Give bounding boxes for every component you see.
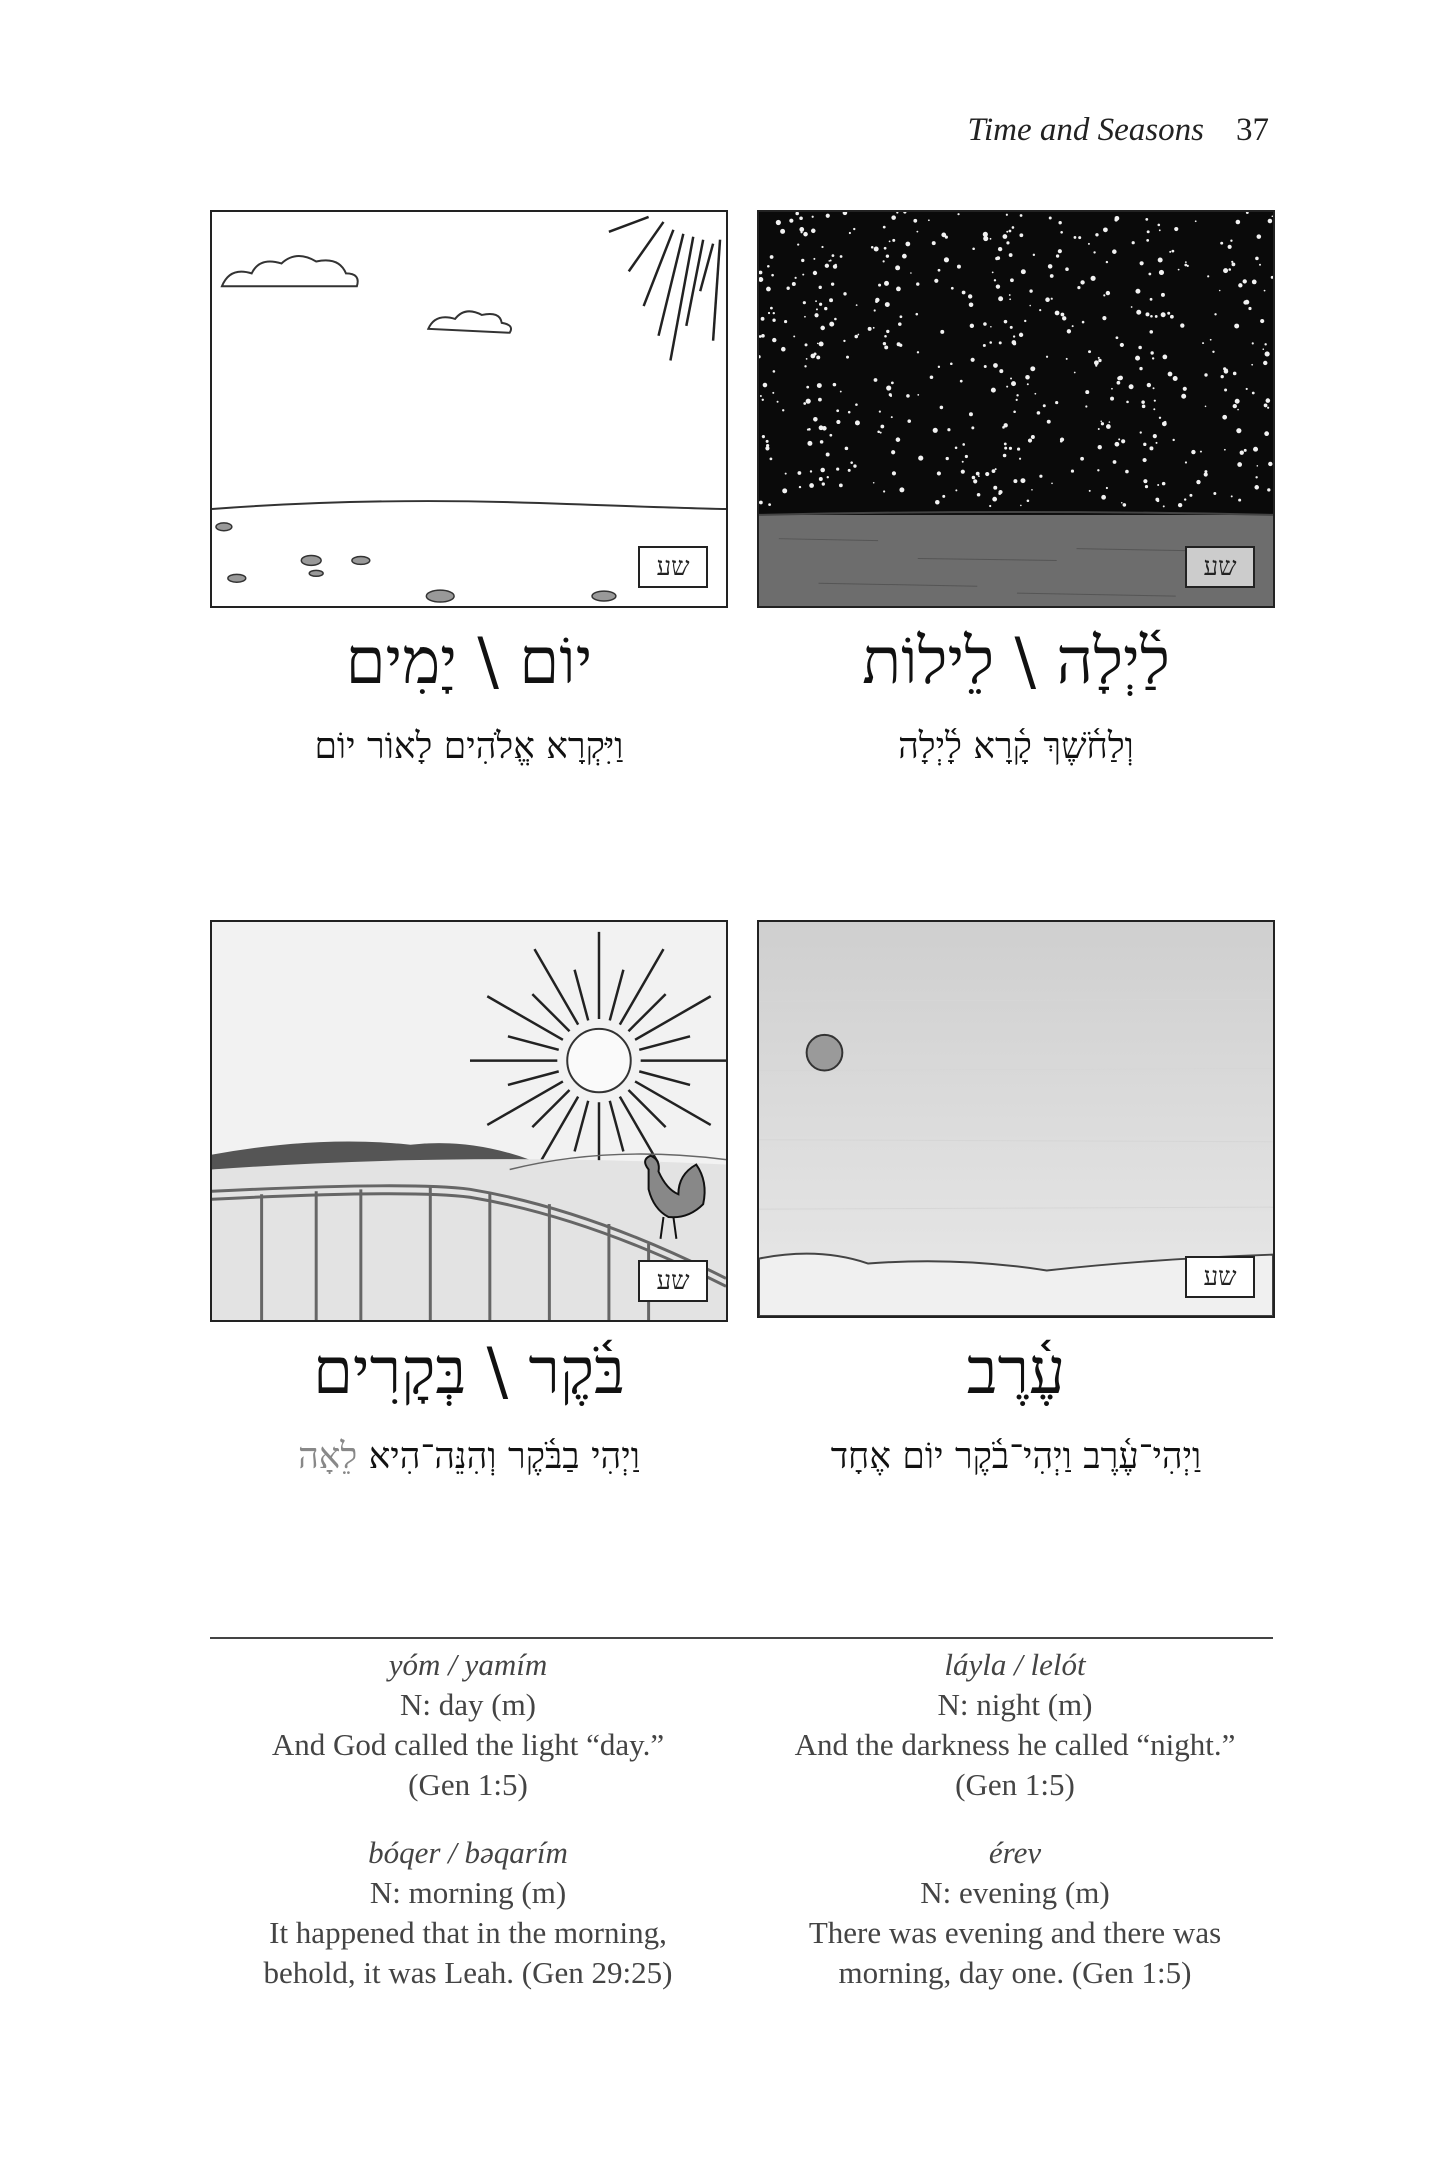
translation-line: (Gen 1:5) (955, 1767, 1075, 1802)
illustration-morning (210, 920, 728, 1322)
gloss-entry-yom (208, 1645, 728, 1805)
credit-badge: שע (1185, 546, 1255, 588)
transliteration: yóm / yamím (388, 1647, 548, 1682)
illustration-day (210, 210, 728, 608)
translation-line: And God called the light “day.” (271, 1727, 665, 1762)
verse-boqer-text: וַיְהִי בַבֹּ֫קֶר וְהִנֵּה־הִיא (368, 1436, 640, 1477)
headword-erev: עֶ֫רֶב (966, 1335, 1066, 1409)
verse-yom: וַיִּקְרָא אֱלֹהִים לָאוֹר יוֹם (314, 726, 624, 767)
verse-layla: וְלַחֹ֫שֶׁךְ קָ֫רָא לָ֫יְלָה (898, 726, 1134, 767)
verse-erev: וַיְהִי־עֶ֫רֶב וַיְהִי־בֹ֫קֶר יוֹם אֶחָד (830, 1436, 1202, 1477)
translation-line: And the darkness he called “night.” (794, 1727, 1236, 1762)
illustration-evening (757, 920, 1275, 1318)
part-of-speech: N: evening (m) (920, 1875, 1110, 1910)
translation-line: There was evening and there was (808, 1915, 1222, 1950)
verse-boqer-name: לֵאָה (298, 1436, 358, 1477)
credit-badge: שע (1185, 1256, 1255, 1298)
gloss-entry-erev (755, 1833, 1275, 1993)
gloss-entry-layla (755, 1645, 1275, 1805)
page-number: 37 (1236, 112, 1269, 148)
divider (210, 1637, 1273, 1639)
transliteration: érev (988, 1835, 1042, 1870)
transliteration: bóqer / bəqarím (368, 1835, 568, 1870)
translation-line: (Gen 1:5) (408, 1767, 528, 1802)
translation-line: morning, day one. (Gen 1:5) (838, 1955, 1192, 1990)
headword-layla: לַ֫יְלָה \ לֵילוֹת (862, 625, 1170, 699)
headword-yom: יוֹם \ יָמִים (345, 625, 593, 699)
headword-boqer: בֹּ֫קֶר \ בְּקָרִים (312, 1335, 626, 1409)
translation-line: It happened that in the morning, (269, 1915, 667, 1950)
verse-boqer (189, 1435, 749, 1477)
illustration-night (757, 210, 1275, 608)
credit-badge: שע (638, 1260, 708, 1302)
chapter-title: Time and Seasons (967, 112, 1204, 148)
credit-badge: שע (638, 546, 708, 588)
running-head (967, 112, 1269, 149)
part-of-speech: N: day (m) (399, 1687, 537, 1722)
transliteration: láyla / lelót (944, 1647, 1086, 1682)
part-of-speech: N: night (m) (937, 1687, 1093, 1722)
part-of-speech: N: morning (m) (369, 1875, 567, 1910)
translation-line: behold, it was Leah. (Gen 29:25) (263, 1955, 673, 1990)
gloss-entry-boqer (208, 1833, 728, 1993)
